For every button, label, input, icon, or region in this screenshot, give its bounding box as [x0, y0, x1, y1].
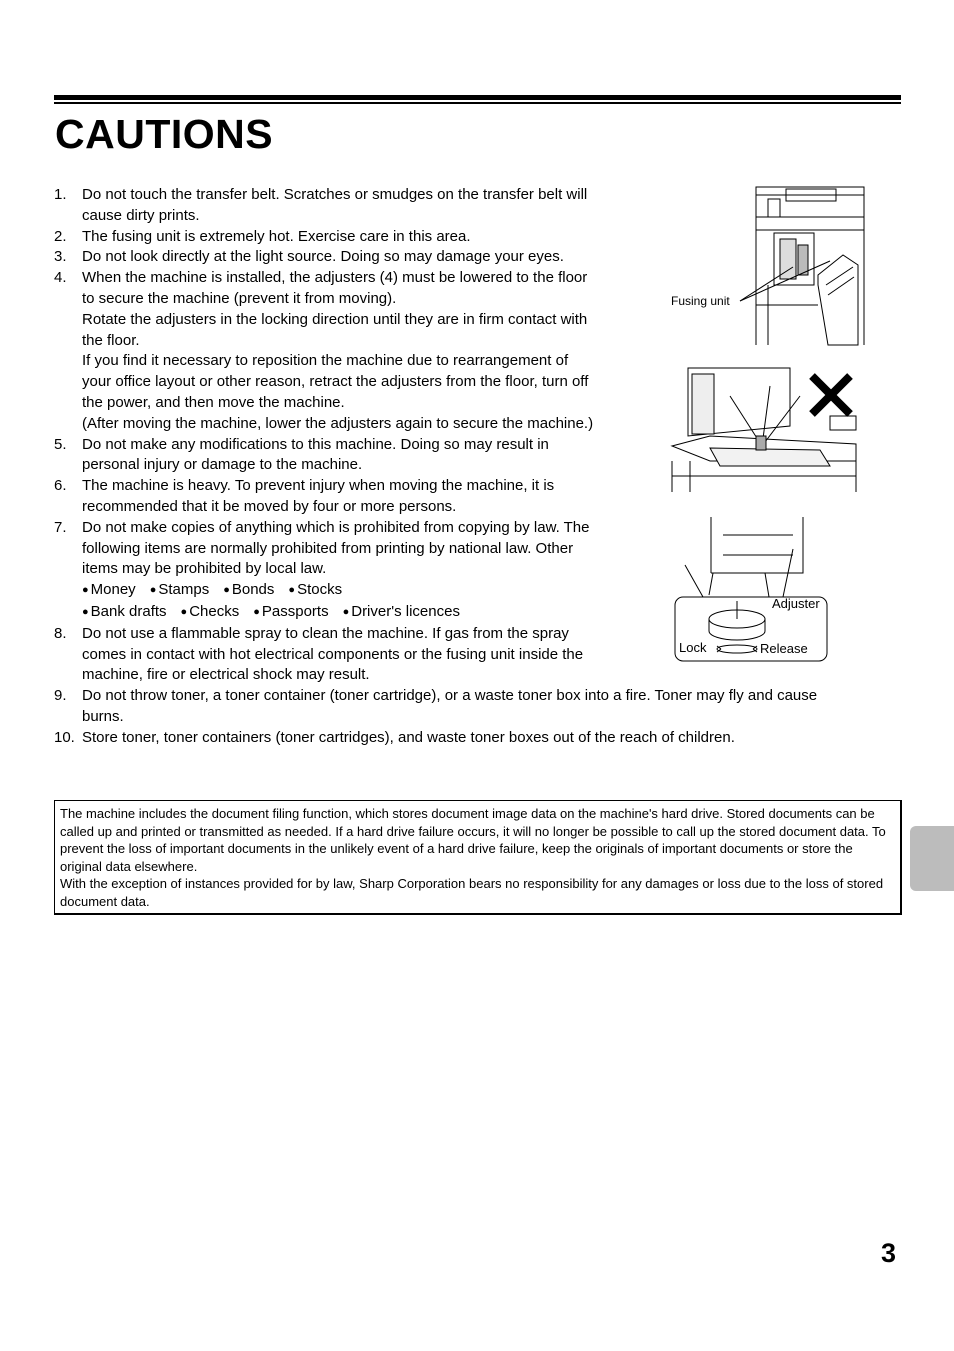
- fusing-unit-label: Fusing unit: [671, 294, 730, 308]
- bullet-item: ● Money: [82, 580, 136, 602]
- item-number: 9.: [54, 687, 67, 705]
- item-line: When the machine is installed, the adjusters (4) must be lowered to the floor: [82, 269, 588, 287]
- item-number: 5.: [54, 435, 67, 453]
- copier-interior-drawing: [668, 185, 868, 347]
- lock-label: Lock: [679, 640, 707, 655]
- caution-item-2: [54, 227, 627, 248]
- item-line: The machine is heavy. To prevent injury when moving the machine, it is: [82, 477, 555, 495]
- caution-item-9: [54, 686, 912, 728]
- item-line: to secure the machine (prevent it from moving).: [82, 289, 397, 307]
- caution-item-10: [54, 728, 912, 749]
- item-line: personal injury or damage to the machine.: [82, 456, 363, 474]
- header-rule-thin: [54, 102, 901, 104]
- bullet-item: ● Driver's licences: [343, 602, 460, 624]
- item-line: Do not make copies of anything which is prohibited from copying by law. The: [82, 518, 590, 536]
- bullet-item: ● Stocks: [288, 580, 342, 602]
- caution-item-4: [54, 268, 627, 434]
- item-number: 6.: [54, 477, 67, 495]
- bullet-item: ● Passports: [253, 602, 328, 624]
- item-line: recommended that it be moved by four or more persons.: [82, 497, 457, 515]
- copier-glass-drawing: [670, 366, 860, 496]
- item-line: If you find it necessary to reposition the machine due to rearrangement of: [82, 352, 569, 370]
- page-title: CAUTIONS: [55, 111, 274, 157]
- adjuster-label: Adjuster: [772, 596, 820, 611]
- item-line: Do not make any modifications to this machine. Doing so may result in: [82, 435, 549, 453]
- item-line: cause dirty prints.: [82, 206, 200, 224]
- item-line: Rotate the adjusters in the locking direction until they are in firm contact with: [82, 310, 588, 328]
- fusing-unit-illustration: [668, 185, 868, 347]
- item-line: following items are normally prohibited from printing by national law. Other: [82, 539, 574, 557]
- note-paragraph-1: The machine includes the document filing function, which stores document image data on the machine's hard drive. Stored documents can be called up and printed or transmitted as needed. If a hard drive failure occurs, it will no longer be possible to call up the stored document data. To prevent the loss of important documents in the unlikely event of a hard drive failure, keep the originals of important documents or store the original data elsewhere.: [60, 806, 886, 874]
- page-number: 3: [881, 1238, 897, 1268]
- caution-item-7: [54, 518, 627, 624]
- document-filing-note: [54, 800, 902, 915]
- caution-item-3: [54, 247, 627, 268]
- caution-item-6: [54, 476, 627, 518]
- header-rule-thick: [54, 95, 901, 100]
- note-paragraph-2: With the exception of instances provided for by law, Sharp Corporation bears no responsibility for any damages or loss due to the loss of stored document data.: [60, 876, 884, 909]
- bullet-item: ● Bank drafts: [82, 602, 167, 624]
- prohibited-items-row-1: [82, 580, 627, 602]
- item-line: the power, and then move the machine.: [82, 393, 345, 411]
- item-line: (After moving the machine, lower the adjusters again to secure the machine.): [82, 414, 594, 432]
- caution-item-5: [54, 435, 627, 477]
- item-line: machine, fire or electrical shock may result.: [82, 666, 370, 684]
- item-number: 1.: [54, 186, 67, 203]
- item-number: 2.: [54, 227, 67, 245]
- item-line: burns.: [82, 707, 124, 725]
- item-line: Do not throw toner, a toner container (toner cartridge), or a waste toner box into a fire. Toner may fly and cause: [82, 687, 818, 705]
- item-number: 10.: [54, 728, 75, 746]
- light-source-illustration: [670, 366, 860, 496]
- item-number: 7.: [54, 518, 67, 536]
- item-number: 4.: [54, 269, 67, 287]
- chapter-tab: [910, 826, 954, 891]
- prohibited-items-row-2: [82, 602, 627, 624]
- caution-item-8: [54, 624, 627, 686]
- bullet-item: ● Bonds: [223, 580, 274, 602]
- item-line: The fusing unit is extremely hot. Exercise care in this area.: [82, 227, 471, 245]
- item-line: Do not use a flammable spray to clean the machine. If gas from the spray: [82, 624, 569, 642]
- item-line: Do not touch the transfer belt. Scratches or smudges on the transfer belt will: [82, 186, 588, 203]
- item-line: your office layout or other reason, retract the adjusters from the floor, turn off: [82, 373, 589, 391]
- item-number: 8.: [54, 624, 67, 642]
- item-line: Store toner, toner containers (toner cartridges), and waste toner boxes out of the reach of children.: [82, 728, 735, 746]
- bullet-item: ● Checks: [181, 602, 240, 624]
- bullet-item: ● Stamps: [150, 580, 210, 602]
- item-number: 3.: [54, 248, 67, 266]
- item-line: items may be prohibited by local law.: [82, 560, 327, 578]
- release-label: Release: [760, 641, 808, 656]
- item-line: Do not look directly at the light source. Doing so may damage your eyes.: [82, 248, 564, 266]
- caution-item-1: [54, 185, 627, 227]
- item-line: the floor.: [82, 331, 140, 349]
- item-line: comes in contact with hot electrical components or the fusing unit inside the: [82, 645, 584, 663]
